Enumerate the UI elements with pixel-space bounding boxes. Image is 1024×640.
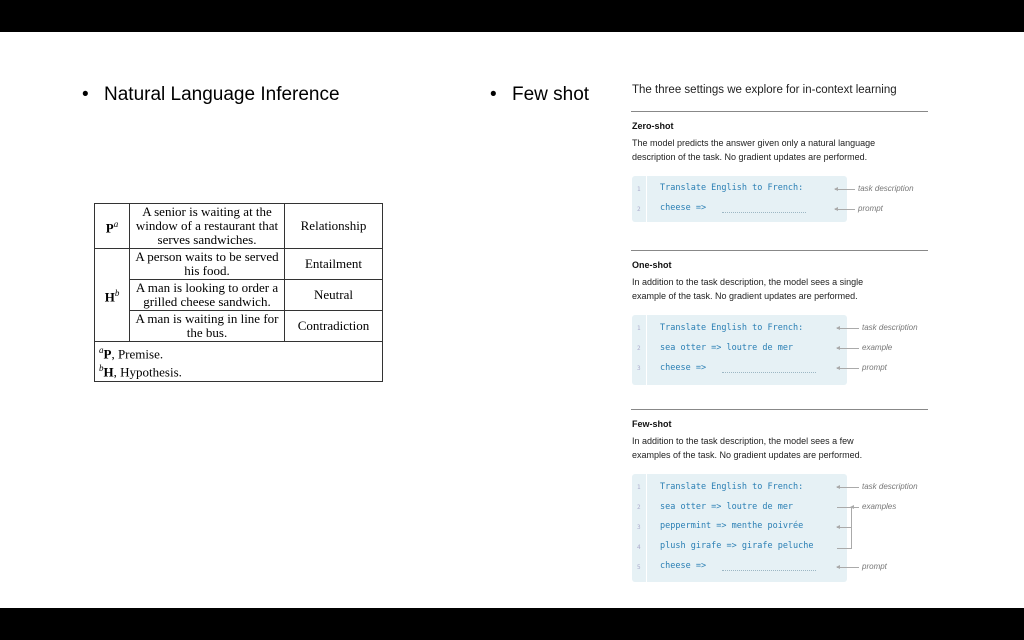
line-number: 2 — [637, 206, 641, 213]
answer-blank — [722, 212, 806, 213]
divider — [631, 409, 928, 410]
line-number: 2 — [637, 345, 641, 352]
zero-shot-heading: Zero-shot — [632, 121, 674, 131]
code-line: peppermint => menthe poivrée — [660, 521, 804, 531]
arrow-icon — [837, 567, 859, 568]
table-footnotes — [95, 342, 383, 382]
one-shot-heading: One-shot — [632, 260, 672, 270]
premise-relationship: Relationship — [285, 204, 383, 249]
line-number: 4 — [637, 544, 641, 551]
hypothesis-text: A man is waiting in line for the bus. — [130, 311, 285, 342]
slide — [0, 32, 1024, 608]
nli-bullet — [82, 84, 340, 106]
hypothesis-text: A man is looking to order a grilled cheese sandwich. — [130, 280, 285, 311]
footnote-hypothesis: $^b$H, Hypothesis. — [99, 363, 182, 380]
arrow-icon — [835, 209, 855, 210]
hypothesis-text: A person waits to be served his food. — [130, 249, 285, 280]
annotation: task description — [858, 184, 914, 193]
line-number: 5 — [637, 564, 641, 571]
line-number: 1 — [637, 484, 641, 491]
code-line: cheese => — [660, 363, 707, 373]
annotation: example — [862, 343, 893, 352]
one-shot-prompt-box — [632, 315, 847, 385]
one-shot-description: In addition to the task description, the model sees a single example of the task. No gradient updates are performed. — [632, 277, 864, 301]
bullet-marker: • — [490, 84, 497, 105]
nli-bullet-text: Natural Language Inference — [104, 84, 340, 105]
zero-shot-prompt-box — [632, 176, 847, 222]
hypothesis-relation: Contradiction — [285, 311, 383, 342]
arrow-icon — [837, 348, 859, 349]
code-line: sea otter => loutre de mer — [660, 343, 794, 353]
code-line: plush girafe => girafe peluche — [660, 541, 814, 551]
annotation: task description — [862, 323, 918, 332]
nli-table — [94, 203, 383, 382]
line-number: 1 — [637, 325, 641, 332]
code-line: cheese => — [660, 561, 707, 571]
divider — [631, 111, 928, 112]
few-shot-heading: Few-shot — [632, 419, 672, 429]
figure-title: The three settings we explore for in-context learning — [632, 84, 897, 96]
code-line: sea otter => loutre de mer — [660, 502, 794, 512]
annotation: prompt — [862, 562, 887, 571]
line-number: 2 — [637, 504, 641, 511]
bullet-marker: • — [82, 84, 89, 105]
annotation: task description — [862, 482, 918, 491]
few-shot-prompt-box — [632, 474, 847, 582]
footnote-premise: $^a$P, Premise. — [99, 345, 164, 362]
answer-blank — [722, 570, 816, 571]
few-shot-bullet — [490, 84, 589, 106]
arrow-icon — [837, 487, 859, 488]
divider — [631, 250, 928, 251]
premise-text: A senior is waiting at the window of a restaurant that serves sandwiches. — [130, 204, 285, 249]
hypothesis-relation: Entailment — [285, 249, 383, 280]
annotation: prompt — [862, 363, 887, 372]
zero-shot-description: The model predicts the answer given only a natural language description of the task. No gradient updates are performed. — [632, 138, 876, 162]
arrow-icon — [837, 328, 859, 329]
few-shot-description: In addition to the task description, the model sees a few examples of the task. No gradient updates are performed. — [632, 436, 863, 460]
annotation: prompt — [858, 204, 883, 213]
answer-blank — [722, 372, 816, 373]
hypothesis-relation: Neutral — [285, 280, 383, 311]
in-context-learning-figure — [631, 84, 928, 604]
hypothesis-label: $H^b$ — [95, 249, 130, 342]
line-number: 3 — [637, 365, 641, 372]
line-number: 1 — [637, 186, 641, 193]
connector — [851, 507, 859, 508]
arrow-icon — [837, 368, 859, 369]
code-line: cheese => — [660, 203, 707, 213]
arrow-icon — [837, 527, 851, 528]
premise-label: $P^a$ — [95, 204, 130, 249]
arrow-icon — [835, 189, 855, 190]
few-shot-bullet-text: Few shot — [512, 84, 590, 105]
code-line: Translate English to French: — [660, 482, 804, 492]
code-line: Translate English to French: — [660, 183, 804, 193]
line-number: 3 — [637, 524, 641, 531]
annotation: examples — [862, 502, 897, 511]
code-line: Translate English to French: — [660, 323, 804, 333]
